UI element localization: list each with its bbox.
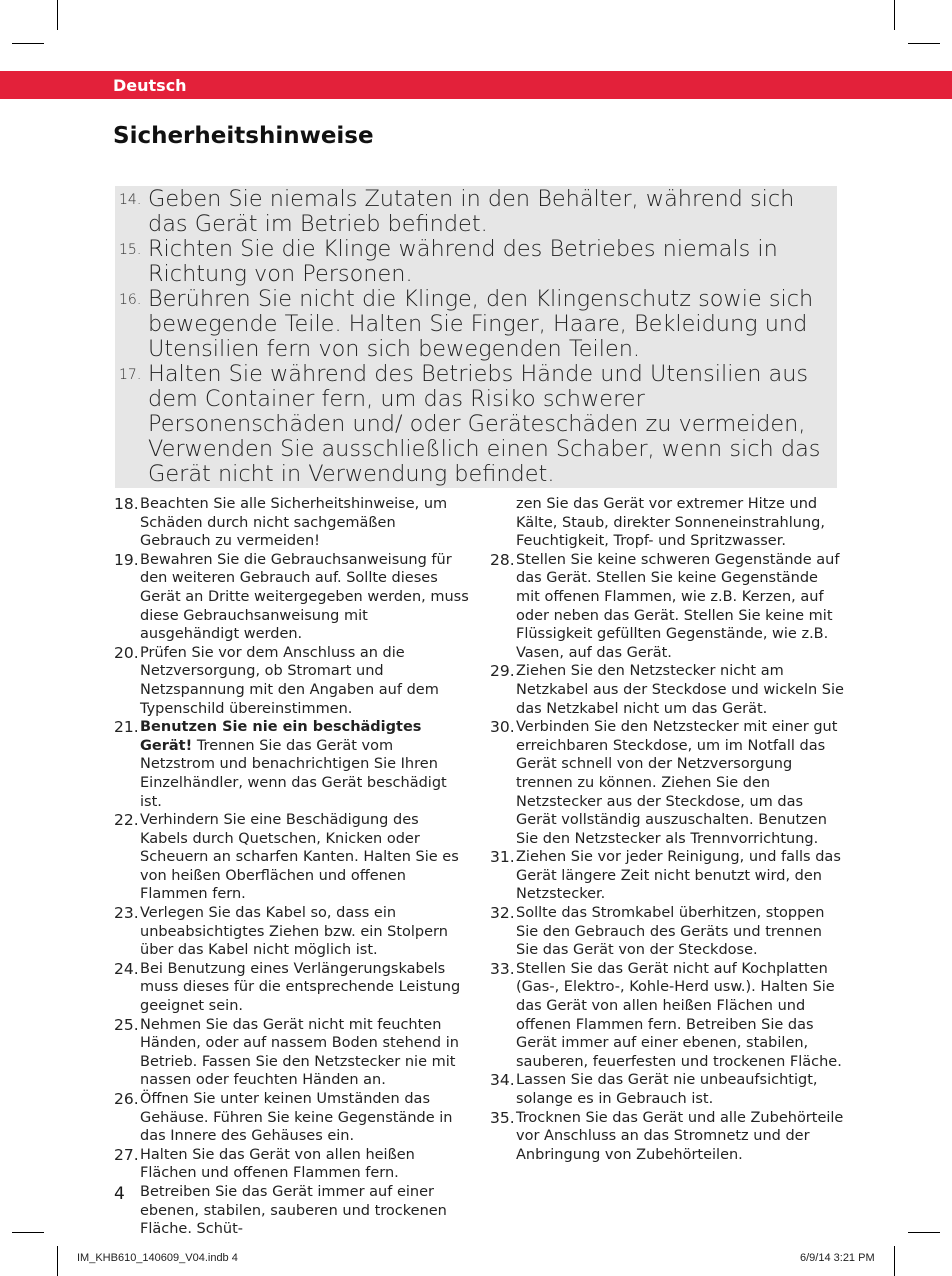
list-item	[114, 904, 470, 960]
item-number: 24.	[114, 959, 139, 978]
item-text: Verlegen Sie das Kabel so, dass ein unbeabsichtigtes Ziehen bzw. ein Stolpern über das Kabel nicht möglich ist.	[140, 905, 448, 959]
item-number: 28.	[490, 550, 515, 569]
crop-mark	[908, 43, 940, 44]
continuation-text: zen Sie das Gerät vor extremer Hitze und Kälte, Staub, direkter Sonneneinstrahlung, Feuchtigkeit, Tropf- und Spritzwasser.	[516, 496, 825, 550]
item-number: 33.	[490, 959, 515, 978]
crop-mark	[12, 1232, 44, 1233]
item-text: Trocknen Sie das Gerät und alle Zubehörteile vor Anschluss an das Stromnetz und der Anbringung von Zubehörteilen.	[516, 1109, 844, 1163]
highlighted-list	[119, 187, 834, 487]
item-text: Sollte das Stromkabel überhitzen, stoppen Sie den Gebrauch des Geräts und trennen Sie das Gerät von der Steckdose.	[516, 905, 825, 959]
list-item	[114, 551, 470, 644]
list-item	[119, 362, 834, 487]
item-number: 30.	[490, 718, 515, 737]
item-text: Berühren Sie nicht die Klinge, den Klingenschutz sowie sich bewegende Teile. Halten Sie Finger, Haare, Bekleidung und Utensilien fern von sich bewegenden Teilen.	[148, 286, 814, 362]
item-number: 35.	[490, 1108, 515, 1127]
item-number: 26.	[114, 1090, 139, 1108]
item-text: Stellen Sie das Gerät nicht auf Kochplatten (Gas-, Elektro-, Kohle-Herd usw.). Halten Sie das Gerät von allen heißen Flächen und offenen Flammen fern. Betreiben Sie das Gerät immer auf einer ebenen, stabilen, sauberen, feuerfesten und trockenen Fläche.	[516, 960, 842, 1070]
list-item	[490, 848, 846, 904]
list-item	[114, 1016, 470, 1090]
list-item	[490, 960, 846, 1072]
item-text: Bei Benutzung eines Verlängerungskabels muss dieses für die entsprechende Leistung geeignet sein.	[140, 960, 461, 1015]
item-text: Richten Sie die Klinge während des Betriebes niemals in Richtung von Personen.	[148, 236, 778, 287]
item-number: 25.	[114, 1015, 139, 1034]
list-item	[490, 551, 846, 663]
list-item	[114, 1146, 470, 1239]
item-number: 17.	[119, 367, 142, 383]
language-bar	[0, 71, 952, 99]
crop-mark	[908, 1232, 940, 1233]
item-number: 29.	[490, 662, 515, 681]
item-bold-text: Benutzen Sie nie ein beschädigtes Gerät!	[140, 719, 422, 754]
item-number: 16.	[119, 292, 142, 308]
language-label: Deutsch	[113, 76, 187, 95]
list-item	[114, 1090, 470, 1146]
item-text: Nehmen Sie das Gerät nicht mit feuchten Händen, oder auf nassem Boden stehend in Betrieb. Fassen Sie den Netzstecker nie mit nassen oder feuchten Händen an.	[140, 1016, 459, 1089]
item-text: Bewahren Sie die Gebrauchsanweisung für den weiteren Gebrauch auf. Sollte dieses Gerät an Dritte weitergegeben werden, muss diese Gebrauchsanweisung mit ausgehändigt werden.	[140, 551, 469, 643]
list-item	[490, 1109, 846, 1165]
list-item	[119, 237, 834, 287]
item-number: 20.	[114, 643, 139, 662]
list-item	[114, 644, 470, 718]
item-text: Halten Sie das Gerät von allen heißen Flächen und offenen Flammen fern. Betreiben Sie das Gerät immer auf einer ebenen, stabilen, sauberen und trockenen Fläche. Schüt-	[140, 1146, 447, 1238]
item-number: 19.	[114, 550, 139, 569]
item-text: Öffnen Sie unter keinen Umständen das Gehäuse. Führen Sie keine Gegenstände in das Innere des Gehäuses ein.	[140, 1091, 453, 1145]
list-item	[114, 811, 470, 904]
item-number: 32.	[490, 904, 515, 923]
item-text: Verbinden Sie den Netzstecker mit einer gut erreichbaren Steckdose, um im Notfall das Gerät schnell von der Netzversorgung trennen zu können. Ziehen Sie den Netzstecker aus der Steckdose, um das Gerät vollständig auszuschalten. Benutzen Sie den Netzstecker als Trennvorrichtung.	[516, 719, 838, 847]
list-item	[119, 187, 834, 237]
list-item	[114, 718, 470, 811]
list-item	[490, 904, 846, 960]
list-item	[114, 960, 470, 1016]
item-number: 15.	[119, 242, 142, 258]
item-number: 14.	[119, 192, 142, 208]
item-number: 23.	[114, 904, 139, 923]
item-text: Stellen Sie keine schweren Gegenstände auf das Gerät. Stellen Sie keine Gegenstände mit offenen Flammen, wie z.B. Kerzen, auf oder neben das Gerät. Stellen Sie keine mit Flüssigkeit gefüllten Gegenstände, wie z.B. Vasen, auf das Gerät.	[516, 551, 840, 661]
item-number: 21.	[114, 718, 139, 737]
list-item	[490, 662, 846, 718]
crop-mark	[57, 1246, 58, 1276]
item-number: 34.	[490, 1071, 515, 1090]
item-text: Prüfen Sie vor dem Anschluss an die Netzversorgung, ob Stromart und Netzspannung mit den Angaben auf dem Typenschild übereinstimmen.	[140, 644, 439, 717]
item-text: Verhindern Sie eine Beschädigung des Kabels durch Quetschen, Knicken oder Scheuern an scharfen Kanten. Halten Sie es von heißen Oberflächen und offenen Flammen fern.	[140, 812, 459, 903]
section-title: Sicherheitshinweise	[113, 123, 374, 149]
item-number: 22.	[114, 811, 139, 830]
page-number: 4	[114, 1184, 125, 1204]
list-item	[490, 1071, 846, 1108]
item-number: 31.	[490, 848, 515, 867]
crop-mark	[894, 1246, 895, 1276]
item-text: Ziehen Sie vor jeder Reinigung, und falls das Gerät längere Zeit nicht benutzt wird, den Netzstecker.	[516, 849, 841, 903]
right-column-list	[490, 495, 846, 1164]
item-text: Halten Sie während des Betriebs Hände und Utensilien aus dem Container fern, um das Risiko schwerer Personenschäden und/ oder Geräteschäden zu vermeiden, Verwenden Sie ausschließlich einen Schaber, wenn sich das Gerät nicht in Verwendung befindet.	[148, 361, 821, 487]
list-item	[114, 495, 470, 551]
crop-mark	[12, 43, 44, 44]
crop-mark	[894, 0, 895, 30]
item-number: 18.	[114, 495, 139, 513]
item-text: Ziehen Sie den Netzstecker nicht am Netzkabel aus der Steckdose und wickeln Sie das Netzkabel nicht um das Gerät.	[516, 663, 844, 717]
item-text: Lassen Sie das Gerät nie unbeaufsichtigt, solange es in Gebrauch ist.	[516, 1072, 818, 1107]
item-text: Geben Sie niemals Zutaten in den Behälter, während sich das Gerät im Betrieb befindet.	[148, 186, 795, 237]
list-item	[490, 718, 846, 848]
left-column-list	[114, 495, 470, 1239]
footer-file-label: IM_KHB610_140609_V04.indb 4	[77, 1252, 238, 1264]
item-text: Beachten Sie alle Sicherheitshinweise, um Schäden durch nicht sachgemäßen Gebrauch zu vermeiden!	[140, 496, 448, 550]
item-text: Trennen Sie das Gerät vom Netzstrom und benachrichtigen Sie Ihren Einzelhändler, wenn das Gerät beschädigt ist.	[140, 737, 447, 810]
list-item	[119, 287, 834, 362]
footer-datetime: 6/9/14 3:21 PM	[800, 1252, 875, 1264]
crop-mark	[57, 0, 58, 30]
item-number: 27.	[114, 1145, 139, 1164]
